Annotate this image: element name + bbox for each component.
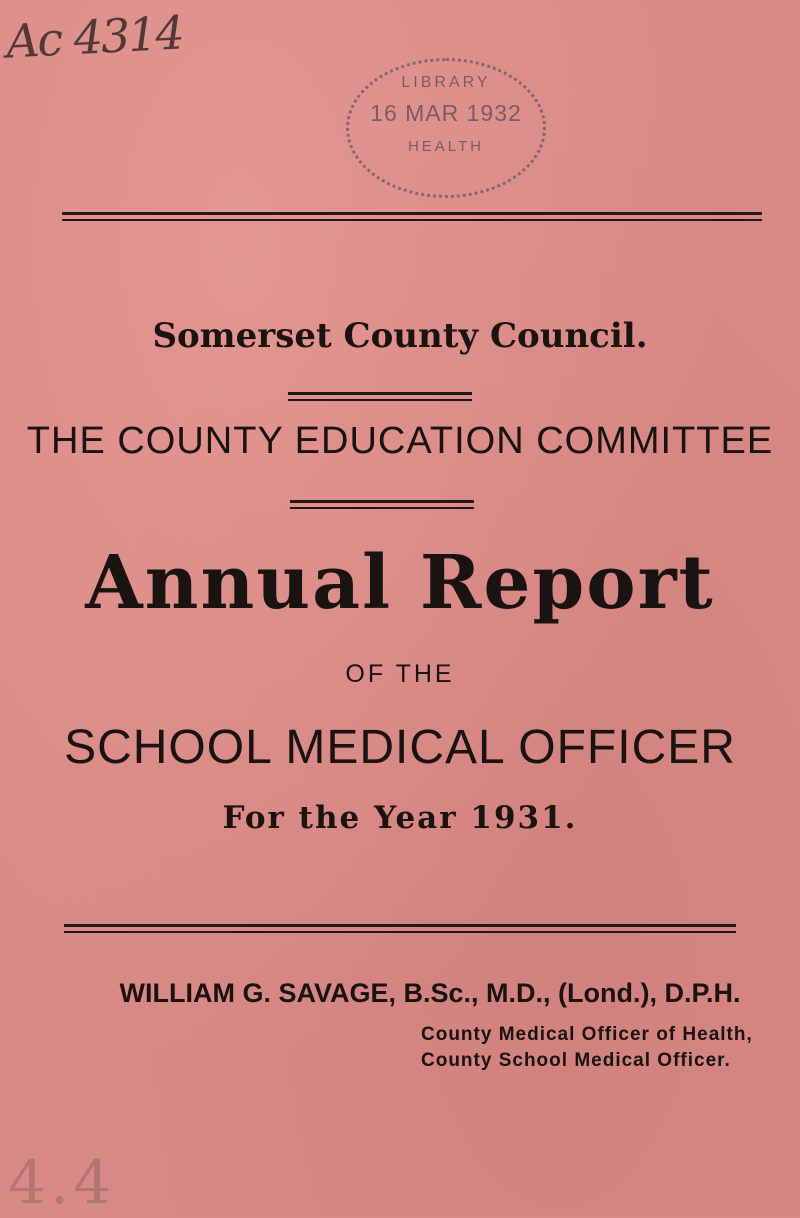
committee-heading: THE COUNTY EDUCATION COMMITTEE [26,420,774,462]
library-stamp [346,58,546,198]
author-role-2: County School Medical Officer. [421,1050,731,1071]
council-name: Somerset County Council. [152,316,648,356]
author-role-1: County Medical Officer of Health, [421,1024,753,1045]
shelfmark-mark: 4.4 [8,1148,116,1218]
stamp-date: 16 MAR 1932 [370,100,522,126]
report-title: Annual Report [85,540,715,626]
stamp-top-text: LIBRARY [401,74,491,91]
of-the-text: OF THE [345,660,455,688]
handwritten-accession-note: Ac 4314 [4,5,184,69]
stamp-bottom-text: HEALTH [407,138,485,155]
year-line: For the Year 1931. [222,800,578,836]
short-rule-2 [290,500,474,503]
report-subtitle: SCHOOL MEDICAL OFFICER [64,721,736,774]
author-name: WILLIAM G. SAVAGE, B.Sc., M.D., (Lond.), D.P.H. [119,978,741,1008]
top-double-rule [62,212,762,215]
bottom-double-rule [64,924,736,927]
short-rule-1 [288,392,472,395]
